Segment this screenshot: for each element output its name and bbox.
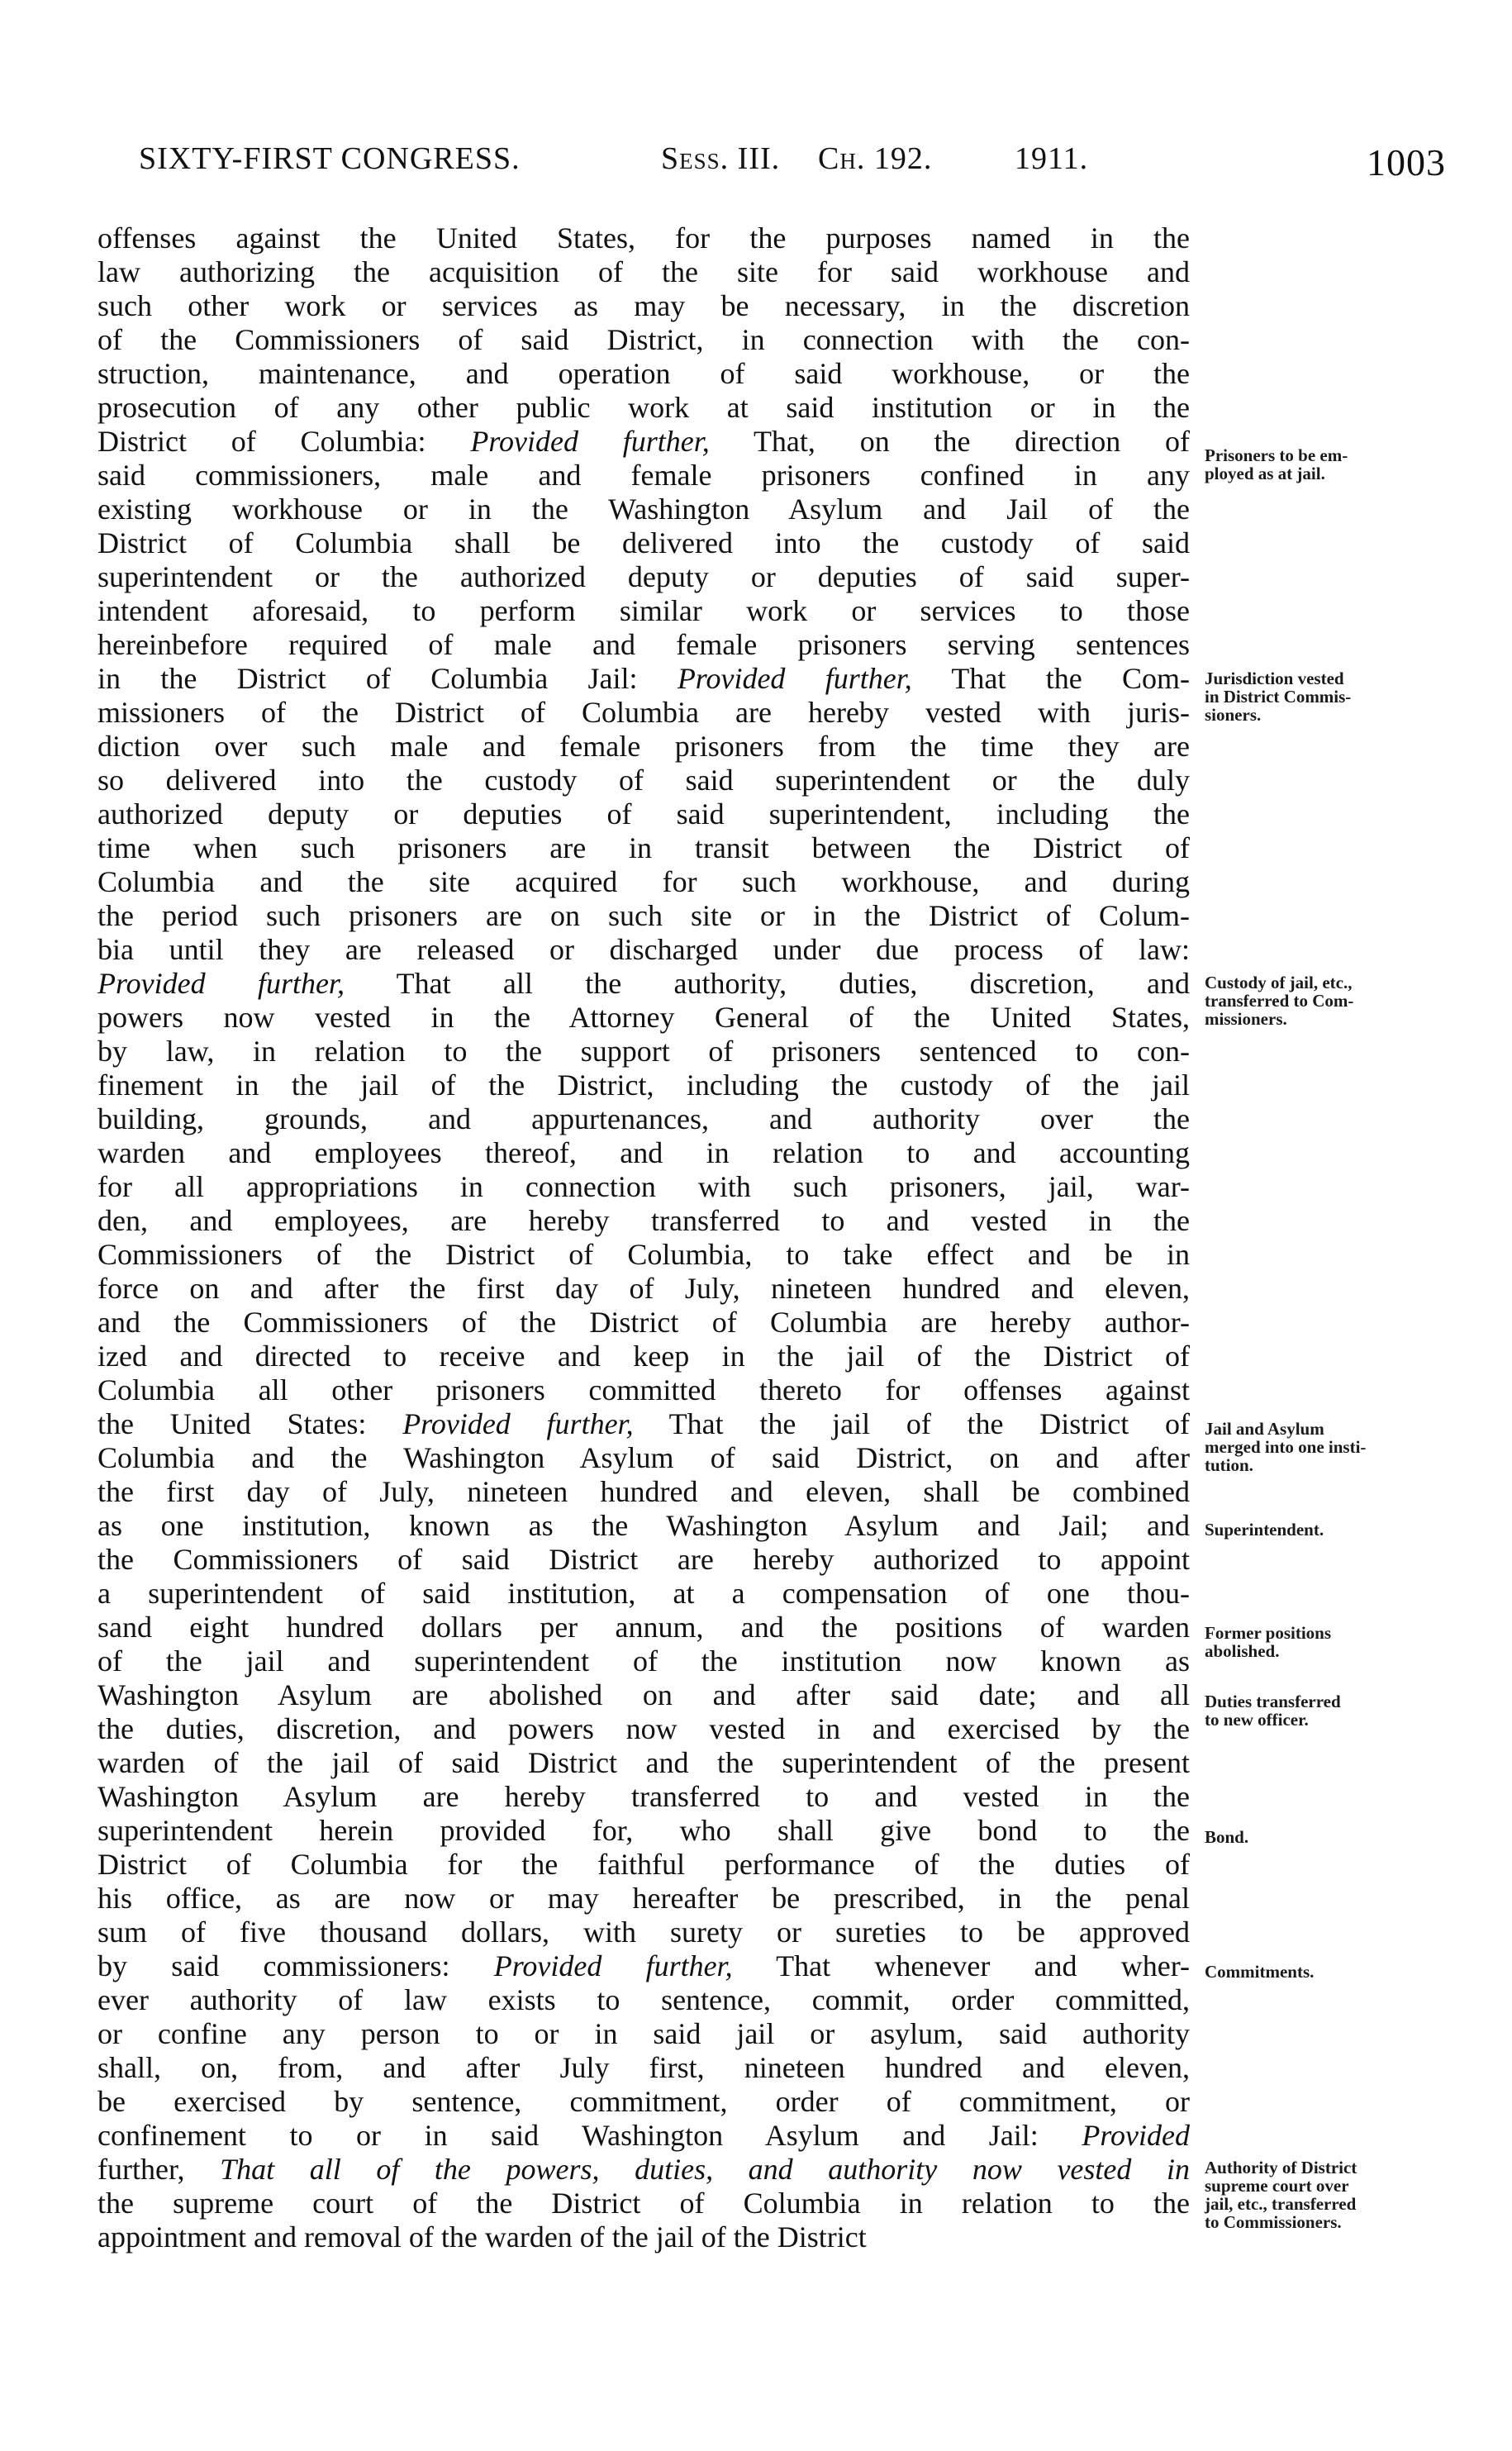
margin-note-line: Prisoners to be em- [1205,445,1348,465]
header-chapter: Ch. 192. [818,141,933,176]
margin-note-line: Superintendent. [1205,1520,1324,1540]
text-line: hereinbefore required of male and female prisoners serving sentences [97,628,1190,661]
text-line: as one institution, known as the Washington Asylum and Jail; and [97,1509,1190,1542]
margin-note-line: Jail and Asylum [1205,1419,1324,1439]
margin-note-line: supreme court over [1205,2176,1349,2196]
text-line: existing workhouse or in the Washington Asylum and Jail of the [97,493,1190,526]
text-line: the duties, discretion, and powers now vested in and exercised by the [97,1712,1190,1745]
header-congress: SIXTY-FIRST CONGRESS. [139,141,521,176]
text-line: and the Commissioners of the District of Columbia are hereby author- [97,1306,1190,1339]
text-line: sand eight hundred dollars per annum, and the positions of warden [97,1611,1190,1644]
text-line: building, grounds, and appurtenances, and authority over the [97,1102,1190,1135]
margin-note-authority [1205,2158,1453,2231]
margin-note-line: Custody of jail, etc., [1205,973,1353,992]
text-line: Commissioners of the District of Columbia, to take effect and be in [97,1238,1190,1271]
margin-note-superintendent [1205,1521,1453,1539]
text-line: of the jail and superintendent of the institution now known as [97,1644,1190,1678]
text-line: the supreme court of the District of Columbia in relation to the [97,2187,1190,2220]
text-line: District of Columbia shall be delivered into the custody of said [97,526,1190,559]
text-line: law authorizing the acquisition of the site for said workhouse and [97,255,1190,288]
text-line: Columbia all other prisoners committed thereto for offenses against [97,1373,1190,1406]
text-line: District of Columbia: Provided further, That, on the direction of [97,425,1191,458]
page-number: 1003 [1367,141,1446,183]
text-line: time when such prisoners are in transit between the District of [97,831,1190,864]
text-line: appointment and removal of the warden of the jail of the District [97,2220,867,2253]
text-line: Washington Asylum are hereby transferred to and vested in the [97,1780,1190,1813]
text-line: of the Commissioners of said District, in connection with the con- [97,323,1190,356]
text-line: so delivered into the custody of said superintendent or the duly [97,764,1190,797]
margin-note-line: to new officer. [1205,1710,1309,1730]
text-line: sum of five thousand dollars, with surety or sureties to be approved [97,1916,1190,1949]
margin-note-bond [1205,1828,1453,1846]
margin-note-commitments [1205,1963,1453,1981]
text-line: be exercised by sentence, commitment, order of commitment, or [97,2085,1190,2118]
text-line: shall, on, from, and after July first, nineteen hundred and eleven, [97,2051,1190,2084]
text-line: in the District of Columbia Jail: Provided further, That the Com- [97,662,1190,695]
text-line: superintendent herein provided for, who shall give bond to the [97,1814,1190,1847]
margin-note-line: sioners. [1205,705,1262,725]
text-line: District of Columbia for the faithful performance of the duties of [97,1848,1190,1881]
text-line: bia until they are released or discharged under due process of law: [97,933,1190,966]
text-line: superintendent or the authorized deputy or deputies of said super- [97,560,1190,593]
text-line: or confine any person to or in said jail or asylum, said authority [97,2017,1190,2050]
text-line: missioners of the District of Columbia are hereby vested with juris- [97,696,1190,729]
text-line: den, and employees, are hereby transferred to and vested in the [97,1204,1190,1237]
text-line: such other work or services as may be necessary, in the discretion [97,289,1190,322]
margin-note-line: Jurisdiction vested [1205,669,1344,688]
text-line: authorized deputy or deputies of said superintendent, including the [97,797,1190,830]
text-line: by said commissioners: Provided further, That whenever and wher- [97,1949,1190,1982]
text-line: Washington Asylum are abolished on and after said date; and all [97,1678,1190,1711]
margin-note-custody [1205,973,1453,1028]
text-line: confinement to or in said Washington Asylum and Jail: Provided [97,2119,1190,2152]
margin-note-line: ployed as at jail. [1205,464,1325,483]
margin-note-line: Commitments. [1205,1962,1315,1982]
margin-note-line: to Commissioners. [1205,2212,1342,2232]
text-line: for all appropriations in connection with such prisoners, jail, war- [97,1170,1190,1203]
text-line: the United States: Provided further, That the jail of the District of [97,1407,1190,1440]
text-line: diction over such male and female prisoners from the time they are [97,730,1190,763]
text-line: force on and after the first day of July, nineteen hundred and eleven, [97,1272,1190,1305]
text-line: powers now vested in the Attorney General of the United States, [97,1001,1190,1034]
header-year: 1911. [1015,141,1089,176]
margin-note-line: Bond. [1205,1827,1249,1847]
margin-note-line: jail, etc., transferred [1205,2194,1357,2214]
margin-note-line: merged into one insti- [1205,1437,1367,1457]
margin-note-prisoners [1205,446,1453,483]
running-header [139,140,1446,190]
margin-note-line: in District Commis- [1205,687,1352,707]
margin-note-line: abolished. [1205,1641,1280,1661]
margin-note-line: tution. [1205,1455,1253,1475]
text-line: said commissioners, male and female prisoners confined in any [97,459,1190,492]
text-line: Columbia and the Washington Asylum of said District, on and after [97,1441,1190,1474]
text-line: ever authority of law exists to sentence, commit, order committed, [97,1983,1190,2016]
text-line: warden and employees thereof, and in relation to and accounting [97,1136,1190,1169]
text-line: finement in the jail of the District, including the custody of the jail [97,1068,1190,1102]
text-line: warden of the jail of said District and the superintendent of the present [97,1746,1190,1779]
text-line: his office, as are now or may hereafter be prescribed, in the penal [97,1882,1190,1915]
text-line: prosecution of any other public work at said institution or in the [97,391,1190,424]
text-line: ized and directed to receive and keep in the jail of the District of [97,1340,1190,1373]
margin-note-line: Authority of District [1205,2158,1357,2177]
text-line: intendent aforesaid, to perform similar work or services to those [97,594,1190,627]
margin-note-merged [1205,1420,1453,1474]
text-line: offenses against the United States, for the purposes named in the [97,221,1190,255]
margin-note-line: missioners. [1205,1009,1287,1029]
text-line: struction, maintenance, and operation of said workhouse, or the [97,357,1190,390]
text-line: the period such prisoners are on such site or in the District of Colum- [97,899,1190,932]
header-session: Sess. III. [661,141,781,176]
text-line: by law, in relation to the support of prisoners sentenced to con- [97,1035,1190,1068]
margin-note-line: Duties transferred [1205,1692,1341,1711]
margin-note-line: Former positions [1205,1623,1332,1643]
statute-text [97,221,1190,2254]
text-line: the Commissioners of said District are hereby authorized to appoint [97,1543,1190,1576]
text-line: further, That all of the powers, duties, and authority now vested in [97,2153,1190,2186]
text-line: the first day of July, nineteen hundred and eleven, shall be combined [97,1475,1190,1508]
text-line: Provided further, That all the authority, duties, discretion, and [97,967,1190,1000]
text-line: Columbia and the site acquired for such workhouse, and during [97,865,1190,898]
margin-note-duties [1205,1692,1453,1729]
margin-note-former [1205,1624,1453,1660]
text-line: a superintendent of said institution, at a compensation of one thou- [97,1577,1190,1610]
margin-note-jurisdiction [1205,669,1453,724]
margin-note-line: transferred to Com- [1205,991,1354,1011]
